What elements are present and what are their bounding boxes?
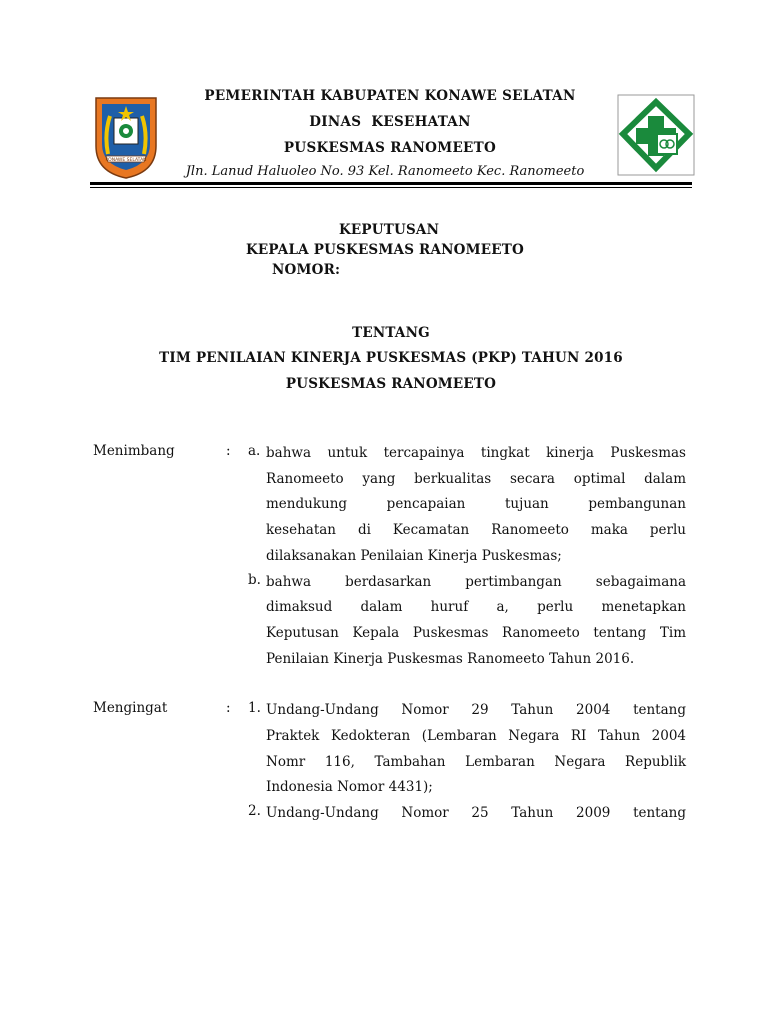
mengingat-1-line-2: Praktek Kedokteran (Lembaran Negara RI Tahun 2004 xyxy=(266,728,686,744)
menimbang-b-line-2: dimaksud dalam huruf a, perlu menetapkan xyxy=(266,599,686,615)
menimbang-a-line-5: dilaksanakan Penilaian Kinerja Puskesmas; xyxy=(266,548,562,564)
mengingat-label: Mengingat xyxy=(93,700,168,716)
letterhead-puskesmas: PUSKESMAS RANOMEETO xyxy=(283,140,497,156)
menimbang-a-line-4: kesehatan di Kecamatan Ranomeeto maka perlu xyxy=(266,522,686,538)
menimbang-b-line-4: Penilaian Kinerja Puskesmas Ranomeeto Tahun 2016. xyxy=(266,651,635,667)
decree-subject-location: PUSKESMAS RANOMEETO xyxy=(285,376,497,392)
menimbang-a-line-2: Ranomeeto yang berkualitas secara optimal dalam xyxy=(266,471,686,487)
mengingat-1-line-3: Nomr 116, Tambahan Lembaran Negara Republik xyxy=(266,754,686,770)
mengingat-colon: : xyxy=(226,700,231,716)
letterhead-rule-thin xyxy=(90,187,692,188)
menimbang-a-line-3: mendukung pencapaian tujuan pembangunan xyxy=(266,496,686,512)
mengingat-item-1-mark: 1. xyxy=(248,700,261,716)
decree-nomor: NOMOR: xyxy=(272,262,341,278)
decree-kepala: KEPALA PUSKESMAS RANOMEETO xyxy=(246,242,524,258)
mengingat-1-line-4: Indonesia Nomor 4431); xyxy=(266,779,433,795)
menimbang-b-line-1: bahwa berdasarkan pertimbangan sebagaimana xyxy=(266,574,686,590)
menimbang-b-line-3: Keputusan Kepala Puskesmas Ranomeeto tentang Tim xyxy=(266,625,686,641)
menimbang-item-a-mark: a. xyxy=(248,443,261,459)
mengingat-item-2-mark: 2. xyxy=(248,803,261,819)
menimbang-item-b-mark: b. xyxy=(248,572,261,588)
decree-tentang: TENTANG xyxy=(352,325,430,341)
mengingat-1-line-1: Undang-Undang Nomor 29 Tahun 2004 tentang xyxy=(266,702,686,718)
puskesmas-logo xyxy=(617,94,695,176)
decree-keputusan: KEPUTUSAN xyxy=(339,222,440,238)
decree-subject: TIM PENILAIAN KINERJA PUSKESMAS (PKP) TAHUN 2016 xyxy=(159,350,623,366)
mengingat-2-line-1: Undang-Undang Nomor 25 Tahun 2009 tentang xyxy=(266,805,686,821)
emblem-ribbon-text: KONAWE SELATAN xyxy=(105,158,147,163)
letterhead-government: PEMERINTAH KABUPATEN KONAWE SELATAN xyxy=(204,88,576,104)
menimbang-colon: : xyxy=(226,443,231,459)
letterhead-agency: DINAS KESEHATAN xyxy=(309,114,471,130)
letterhead-address: Jln. Lanud Haluoleo No. 93 Kel. Ranomeeto Kec. Ranomeeto xyxy=(185,164,585,179)
letterhead-rule-thick xyxy=(90,182,692,185)
menimbang-label: Menimbang xyxy=(93,443,175,459)
menimbang-a-line-1: bahwa untuk tercapainya tingkat kinerja Puskesmas xyxy=(266,445,686,461)
